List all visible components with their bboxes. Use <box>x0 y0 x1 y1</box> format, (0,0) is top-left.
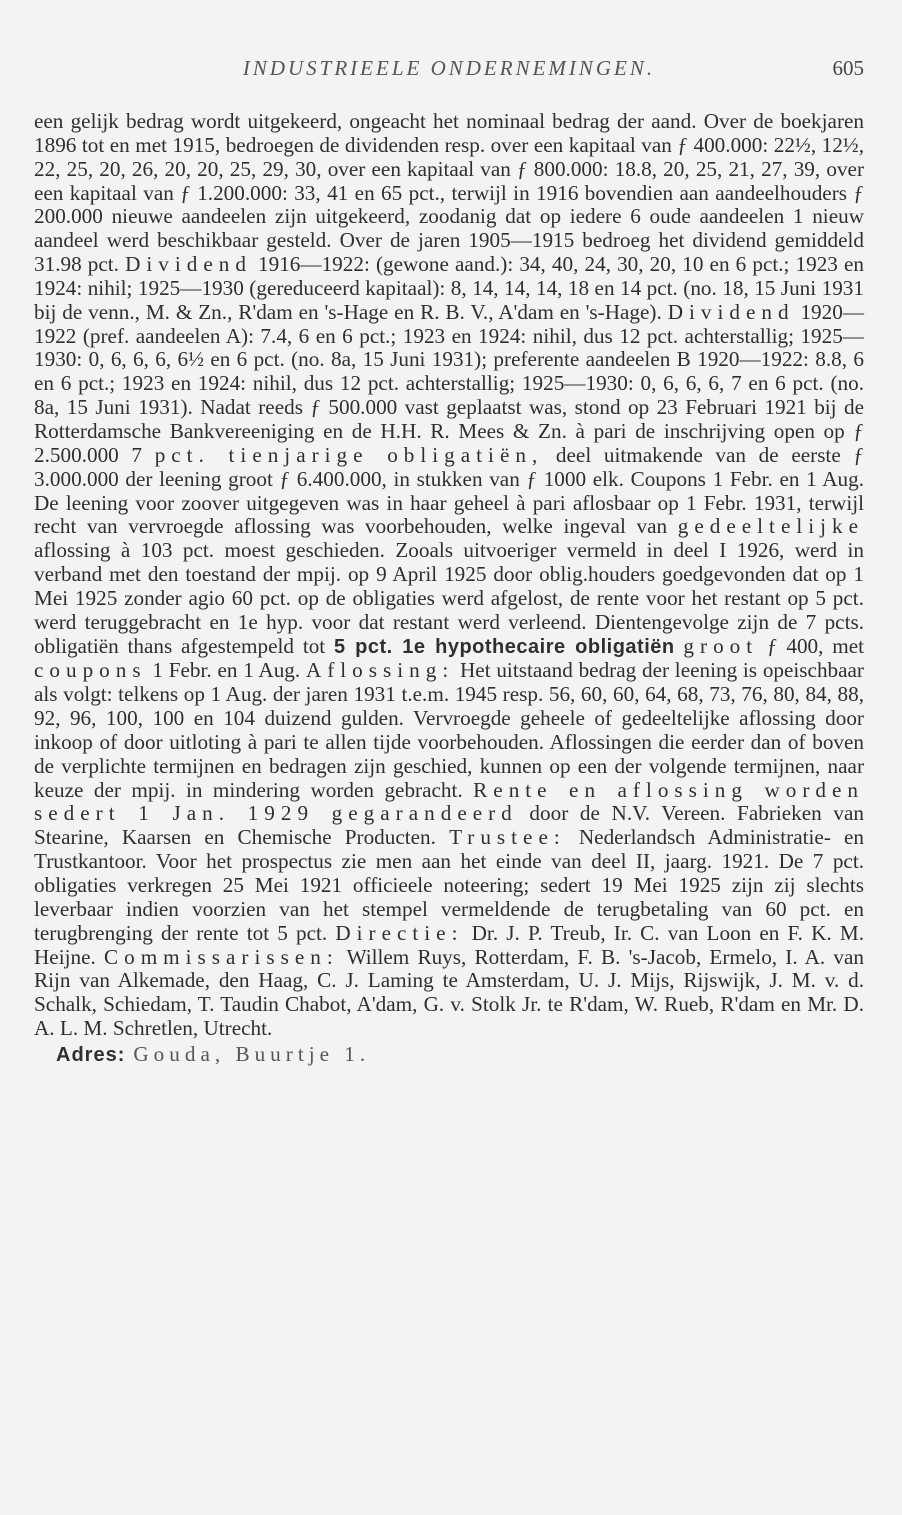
address-value: Gouda, Buurtje 1. <box>133 1041 371 1066</box>
text-run: Nederlandsch Administratie- en Trustkantoor. Voor het prospectus zie men aan het einde van deel II, jaarg. 1921. De 7 pct. obligaties verkregen 25 Mei 1921 officieele noteering; sedert 19 Mei 1925 zijn zij slechts leverbaar indien voorzien van het stempel vermeldende de terugbetaling van 60 pct. en terugbrenging der rente tot 5 pct. <box>34 825 864 945</box>
spaced-term-coupons: coupons <box>34 658 147 683</box>
text-run: Het uitstaand bedrag der leening is opeischbaar als volgt: telkens op 1 Aug. der jaren 1931 t.e.m. 1945 resp. 56, 60, 60, 64, 68, 73, 76, 80, 84, 88, 92, 96, 100, 100 en 104 duizend gulden. Vervroegde geheele of gedeeltelijke aflossing door inkoop of door uitloting à pari te allen tijde voorbehouden. Aflossingen die eerder dan of boven de verplichte termijnen en bedragen zijn geschied, kunnen op een der volgende termijnen, naar keuze der mpij. in mindering worden gebracht. <box>34 658 864 802</box>
address-label: Adres: <box>56 1043 126 1066</box>
text-run: Dr. J. P. Treub, Ir. C. van Loon en F. K. M. Heijne. <box>34 920 864 969</box>
spaced-term-groot: groot <box>683 633 759 658</box>
text-run: deel uitmakende van de eerste ƒ 3.000.000 der leening groot ƒ 6.400.000, in stukken van ƒ 1000 elk. Coupons 1 Febr. en 1 Aug. De leening voor zoover uitgegeven was in haar geheel à pari aflosbaar op 1 Febr. 1931, terwijl recht van vervroegde aflossing was voorbehouden, welke ingeval van <box>34 442 864 539</box>
address-line <box>34 1043 864 1068</box>
spaced-heading-directie: Directie: <box>335 920 464 945</box>
page-header <box>34 56 864 92</box>
spaced-heading-trustee: Trustee: <box>449 825 566 850</box>
page-number: 605 <box>832 56 864 80</box>
text-run: door de N.V. Vereen. Fabrieken van Stearine, Kaarsen en Chemische Producten. <box>34 801 864 850</box>
spaced-term-gedeeltelijke: gedeeltelijke <box>677 514 864 539</box>
spaced-heading-commissarissen: Commissarissen: <box>103 944 339 969</box>
spaced-heading-dividend: Dividend <box>125 252 252 277</box>
text-run: ƒ 400, met <box>758 633 865 658</box>
spaced-heading-obligaties: pct. tienjarige obligatiën, <box>154 442 544 467</box>
bold-heading-hypothecaire: 5 pct. 1e hypothecaire obligatiën <box>334 635 675 658</box>
spaced-heading-aflossing: Aflossing: <box>305 658 455 683</box>
running-title: INDUSTRIEELE ONDERNEMINGEN. <box>242 56 656 80</box>
text-run: een gelijk bedrag wordt uitgekeerd, ongeacht het nominaal bedrag der aand. Over de boekjaren 1896 tot en met 1915, bedroegen de dividenden resp. over een kapitaal van ƒ 400.000: 22½, 12½, 22, 25, 20, 26, 20, 20, 25, 29, 30, over een kapitaal van ƒ 800.000: 18.8, 20, 25, 21, 27, 39, over een kapitaal van ƒ 1.200.000: 33, 41 en 65 pct., terwijl in 1916 bovendien aan aandeelhouders ƒ 200.000 nieuwe aandeelen zijn uitgekeerd, zoodanig dat op iedere 6 oude aandeelen 1 nieuw aandeel werd beschikbaar gesteld. Over de jaren 1905—1915 bedroeg het dividend gemiddeld 31.98 pct. <box>34 109 864 277</box>
spaced-heading-dividend: Dividend <box>667 299 795 324</box>
paragraph-body <box>34 110 864 1041</box>
text-run: 1916—1922: (gewone aand.): 34, 40, 24, 30, 20, 10 en 6 pct.; 1923 en 1924: nihil; 1925—1930 (gereduceerd kapitaal): 8, 14, 14, 14, 18 en 14 pct. (no. 18, 15 Juni 1931 bij de venn., M. & Zn., R'dam en 's-Hage en R. B. V., A'dam en 's-Hage). <box>34 252 864 324</box>
main-paragraph <box>34 110 864 1068</box>
text-run: 1 Febr. en 1 Aug. <box>146 658 306 683</box>
text-run: aflossing à 103 pct. moest geschieden. Zooals uitvoeriger vermeld in deel I 1926, werd in verband met den toestand der mpij. op 9 April 1925 door oblig.houders goedgevonden dat op 1 Mei 1925 zonder agio 60 pct. op de obligaties werd afgelost, de rente voor het restant op 5 pct. werd teruggebracht en 1e hyp. voor dat restant werd verleend. Dientengevolge zijn de 7 pcts. obligatiën thans afgestempeld tot <box>34 538 864 658</box>
text-run: 1920—1922 (pref. aandeelen A): 7.4, 6 en 6 pct.; 1923 en 1924: nihil, dus 12 pct. achterstallig; 1925—1930: 0, 6, 6, 6, 6½ en 6 pct. (no. 8a, 15 Juni 1931); preferente aandeelen B 1920—1922: 8.8, 6 en 6 pct.; 1923 en 1924: nihil, dus 12 pct. achterstallig; 1925—1930: 0, 6, 6, 6, 7 en 6 pct. (no. 8a, 15 Juni 1931). Nadat reeds ƒ 500.000 vast geplaatst was, stond op 23 Februari 1921 bij de Rotterdamsche Bankvereeniging en de H.H. R. Mees & Zn. à pari de inschrijving open op ƒ 2.500.000 7 <box>34 299 865 467</box>
text-run: Willem Ruys, Rotterdam, F. B. 's-Jacob, Ermelo, I. A. van Rijn van Alkemade, den Haag, C. J. Laming te Amsterdam, U. J. Mijs, Rijswijk, J. M. v. d. Schalk, Schiedam, T. Taudin Chabot, A'dam, G. v. Stolk Jr. te R'dam, W. Rueb, R'dam en Mr. D. A. L. M. Schretlen, Utrecht. <box>34 944 865 1041</box>
spaced-heading-rente: Rente en aflossing worden sedert 1 Jan. 1929 gegarandeerd <box>34 777 864 826</box>
